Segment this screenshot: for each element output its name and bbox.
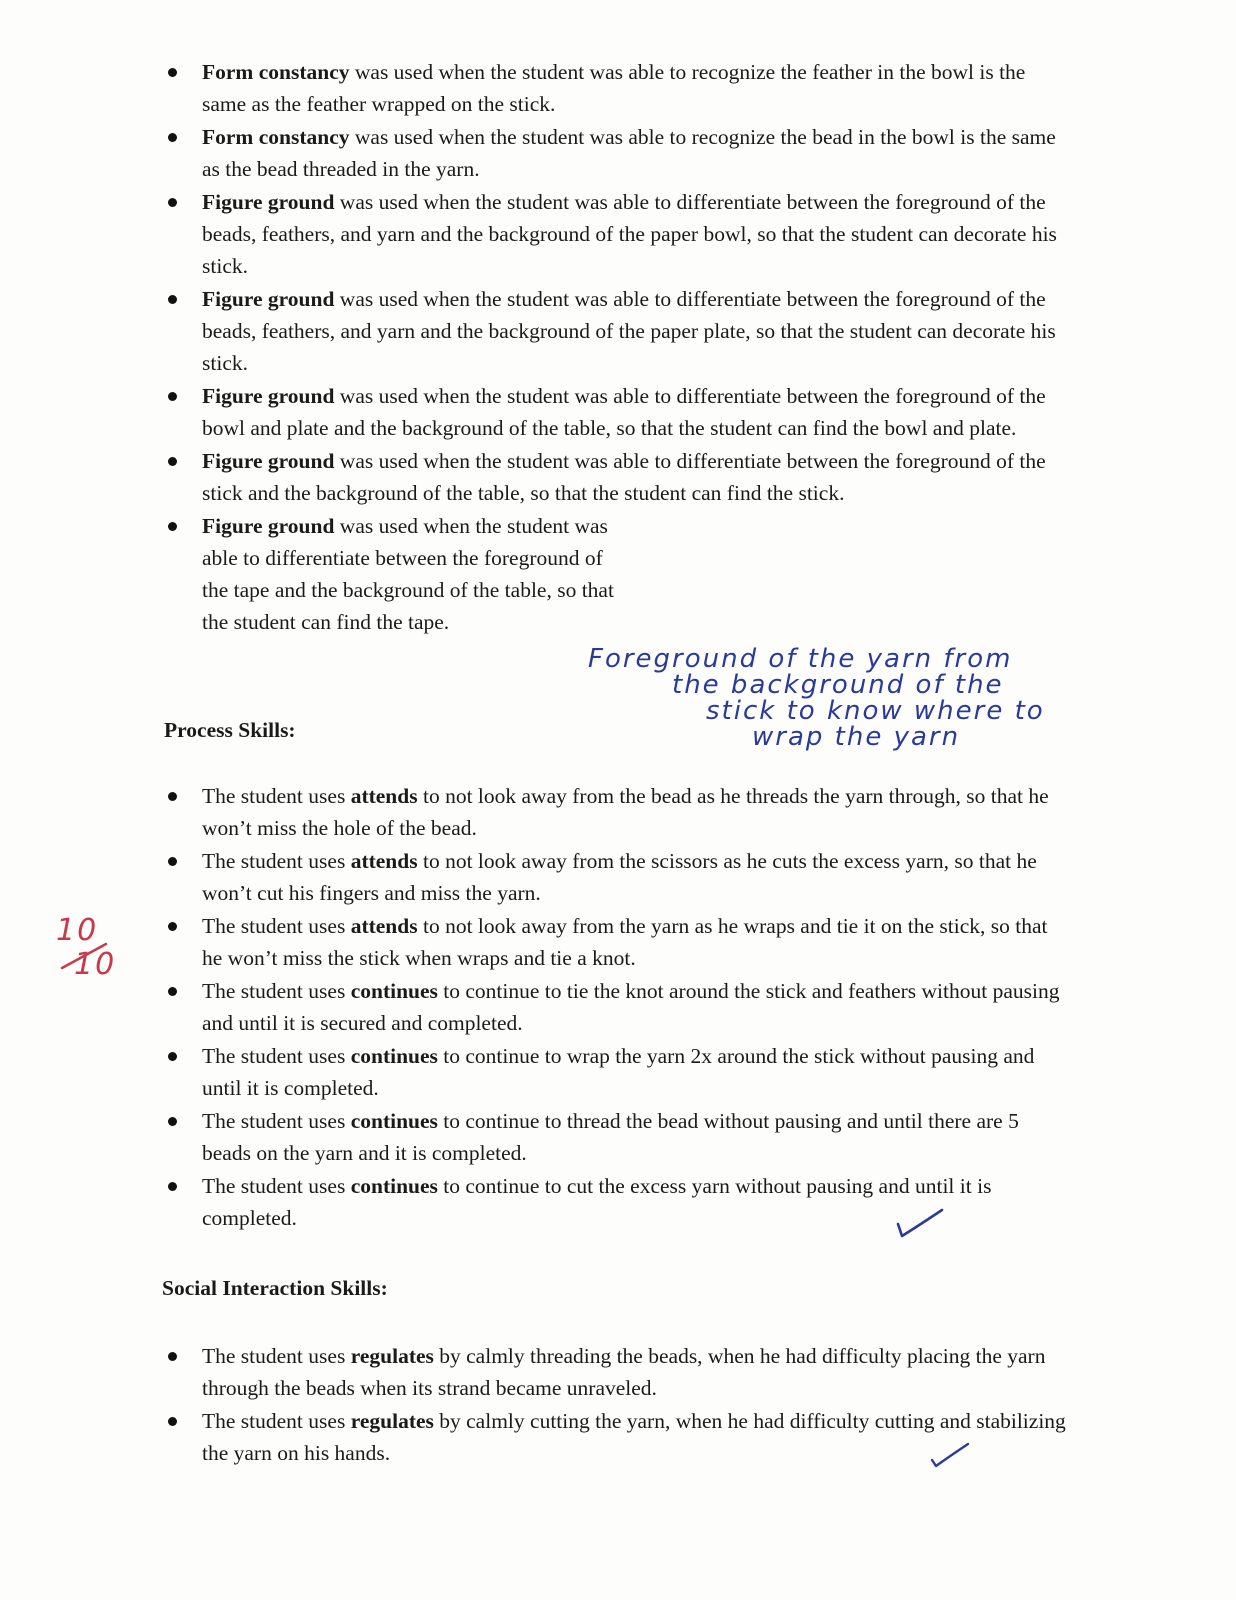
item-text: to continue to tie the knot around the stick and feathers without pausing and until it is secured and completed. [202,979,1060,1035]
bullet-icon [168,68,177,77]
handwritten-note-line: wrap the yarn [752,722,961,752]
checkmark-icon [894,1206,946,1240]
list-item [168,1340,1068,1404]
list-item [168,121,1068,185]
item-bold: continues [350,1044,438,1068]
section1-list [168,56,1068,639]
score-denominator: 10 [74,947,117,982]
item-pre: The student uses [202,784,351,808]
item-text: to continue to thread the bead without pausing and until there are 5 beads on the yarn and it is completed. [202,1109,1019,1165]
item-pre: The student uses [202,1409,351,1433]
item-bold: Figure ground [202,384,335,408]
bullet-icon [168,198,177,207]
list-item [168,1040,1068,1104]
item-bold: Form constancy [202,60,350,84]
item-bold: Figure ground [202,190,335,214]
item-pre: The student uses [202,1344,351,1368]
item-text: to not look away from the scissors as he cuts the excess yarn, so that he won’t cut his fingers and miss the yarn. [202,849,1037,905]
item-bold: continues [350,1109,438,1133]
item-bold: attends [350,849,418,873]
checkmark-icon [928,1440,972,1470]
bullet-icon [168,392,177,401]
item-text: was used when the student was able to differentiate between the foreground of the stick and the background of the table, so that the student can find the stick. [202,449,1046,505]
bullet-icon [168,792,177,801]
list-item [168,1105,1068,1169]
bullet-icon [168,295,177,304]
item-bold: continues [350,1174,438,1198]
list-item [168,845,1068,909]
bullet-icon [168,522,177,531]
list-item [168,445,1068,509]
item-bold: regulates [350,1344,434,1368]
item-text: was used when the student was able to differentiate between the foreground of the beads, feathers, and yarn and the background of the paper plate, so that the student can decorate his stick. [202,287,1056,375]
handwritten-note-line: the background of the [672,670,1004,700]
bullet-icon [168,987,177,996]
process-skills-heading: Process Skills: [164,718,296,742]
item-bold: regulates [350,1409,434,1433]
item-pre: The student uses [202,979,351,1003]
bullet-icon [168,1052,177,1061]
process-skills-list [168,780,1068,1235]
list-item [168,780,1068,844]
bullet-icon [168,457,177,466]
social-interaction-heading: Social Interaction Skills: [162,1276,388,1300]
list-item [168,186,1068,282]
handwritten-note-line: Foreground of the yarn from [588,644,1013,674]
item-text: was used when the student was able to differentiate between the foreground of the tape and the background of the table, so that the student can find the tape. [202,514,614,634]
item-pre: The student uses [202,1044,351,1068]
item-text: to not look away from the yarn as he wraps and tie it on the stick, so that he won’t miss the stick when wraps and tie a knot. [202,914,1048,970]
list-item [168,910,1068,974]
list-item [168,56,1068,120]
bullet-icon [168,1417,177,1426]
item-text: was used when the student was able to recognize the bead in the bowl is the same as the bead threaded in the yarn. [202,125,1056,181]
item-text: was used when the student was able to recognize the feather in the bowl is the same as the feather wrapped on the stick. [202,60,1026,116]
item-text: was used when the student was able to differentiate between the foreground of the bowl and plate and the background of the table, so that the student can find the bowl and plate. [202,384,1046,440]
handwritten-note-line: stick to know where to [706,696,1045,726]
item-text: to continue to cut the excess yarn without pausing and until it is completed. [202,1174,992,1230]
item-pre: The student uses [202,914,351,938]
bullet-icon [168,1352,177,1361]
bullet-icon [168,133,177,142]
bullet-icon [168,857,177,866]
item-pre: The student uses [202,1109,351,1133]
bullet-icon [168,922,177,931]
item-bold: Figure ground [202,514,335,538]
item-bold: Form constancy [202,125,350,149]
item-text: to not look away from the bead as he threads the yarn through, so that he won’t miss the hole of the bead. [202,784,1049,840]
list-item [168,380,1068,444]
list-item [168,510,632,638]
item-text: by calmly cutting the yarn, when he had difficulty cutting and stabilizing the yarn on his hands. [202,1409,1066,1465]
item-bold: continues [350,979,438,1003]
bullet-icon [168,1117,177,1126]
item-pre: The student uses [202,1174,351,1198]
item-bold: attends [350,784,418,808]
bullet-icon [168,1182,177,1191]
item-bold: Figure ground [202,449,335,473]
item-text: by calmly threading the beads, when he had difficulty placing the yarn through the beads when its strand became unraveled. [202,1344,1046,1400]
score-numerator: 10 [56,913,99,948]
item-bold: Figure ground [202,287,335,311]
item-bold: attends [350,914,418,938]
item-text: was used when the student was able to differentiate between the foreground of the beads, feathers, and yarn and the background of the paper bowl, so that the student can decorate his stick. [202,190,1057,278]
item-text: to continue to wrap the yarn 2x around the stick without pausing and until it is completed. [202,1044,1035,1100]
list-item [168,975,1068,1039]
list-item [168,283,1068,379]
item-pre: The student uses [202,849,351,873]
